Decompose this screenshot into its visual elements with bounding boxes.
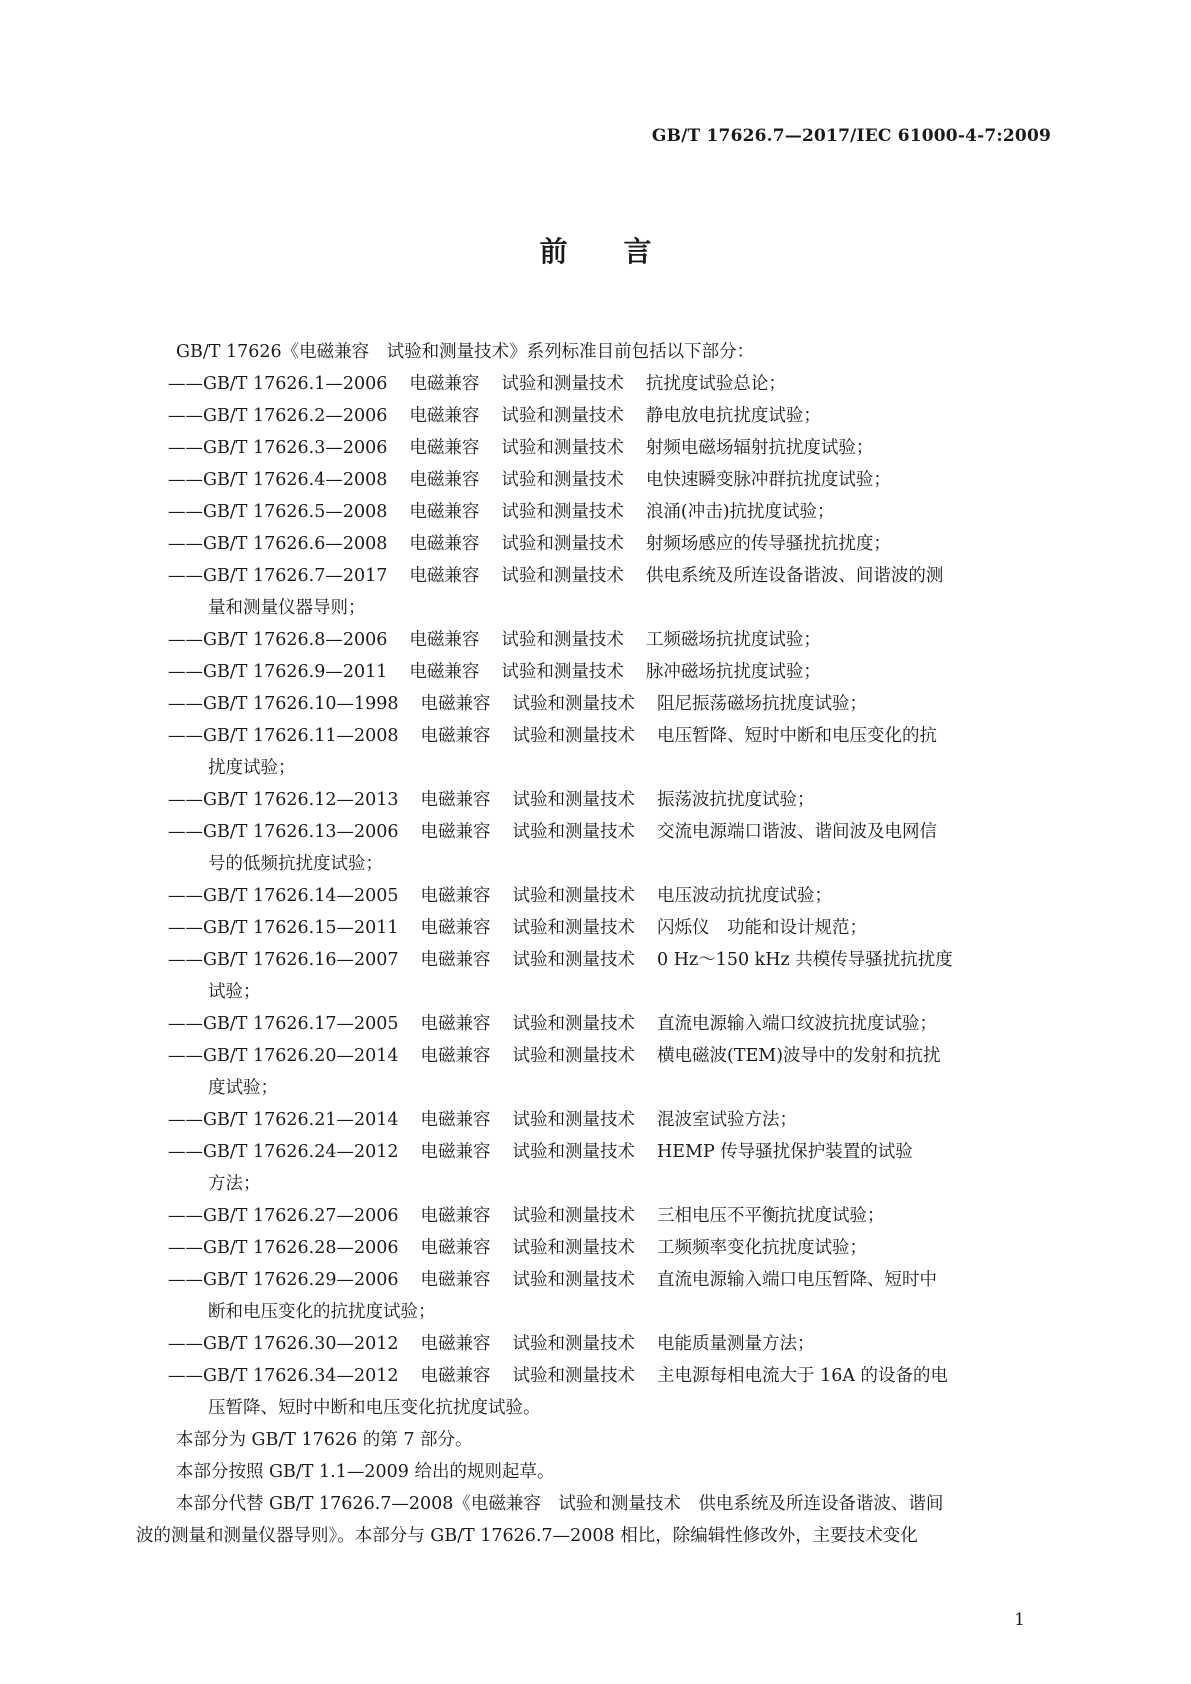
- list-dash: ——: [168, 726, 203, 746]
- list-item-subcategory: 试验和测量技术: [501, 438, 624, 458]
- list-item-name: 阻尼振荡磁场抗扰度试验；: [657, 694, 868, 714]
- list-dash: ——: [168, 1270, 203, 1290]
- list-item-code: GB/T 17626.12—2013: [203, 790, 399, 810]
- list-item-continuation: 断和电压变化的抗扰度试验；: [208, 1302, 436, 1322]
- list-dash: ——: [168, 438, 203, 458]
- list-item: [168, 624, 1050, 656]
- list-dash: ——: [168, 886, 203, 906]
- list-item: [168, 1264, 1050, 1296]
- list-item: [168, 368, 1050, 400]
- list-item-name: 电能质量测量方法；: [657, 1334, 815, 1354]
- paragraph-replacement-line-1: 本部分代替 GB/T 17626.7—2008《电磁兼容 试验和测量技术 供电系统及所连设备谐波、谐间: [176, 1494, 944, 1514]
- list-item-category: 电磁兼容: [420, 1206, 491, 1226]
- paragraph-replacement-line-2: 波的测量和测量仪器导则》。本部分与 GB/T 17626.7—2008 相比，除编辑性修改外，主要技术变化: [136, 1526, 918, 1546]
- list-item: [168, 816, 1050, 848]
- list-item-name: 振荡波抗扰度试验；: [657, 790, 815, 810]
- list-item-category: 电磁兼容: [420, 790, 491, 810]
- list-item-subcategory: 试验和测量技术: [512, 726, 636, 746]
- list-item-category: 电磁兼容: [420, 1142, 491, 1162]
- list-item-category: 电磁兼容: [420, 1334, 491, 1354]
- list-item-code: GB/T 17626.17—2005: [203, 1014, 399, 1034]
- list-item-subcategory: 试验和测量技术: [512, 1142, 636, 1162]
- list-item: [168, 496, 1050, 528]
- list-item: [168, 1040, 1050, 1072]
- list-item-name: 供电系统及所连设备谐波、间谐波的测: [645, 566, 944, 586]
- list-item-category: 电磁兼容: [409, 406, 480, 426]
- paragraph-drafting-rules: 本部分按照 GB/T 1.1—2009 给出的规则起草。: [176, 1462, 555, 1482]
- list-item-code: GB/T 17626.21—2014: [203, 1110, 399, 1130]
- list-dash: ——: [168, 630, 203, 650]
- list-item-code: GB/T 17626.6—2008: [203, 534, 388, 554]
- list-dash: ——: [168, 822, 203, 842]
- list-item: [168, 944, 1050, 976]
- list-item-subcategory: 试验和测量技术: [501, 566, 624, 586]
- list-item-subcategory: 试验和测量技术: [501, 630, 624, 650]
- list-item-subcategory: 试验和测量技术: [512, 1366, 636, 1386]
- list-item-name: 直流电源输入端口纹波抗扰度试验；: [657, 1014, 938, 1034]
- list-item-category: 电磁兼容: [420, 886, 491, 906]
- list-item-subcategory: 试验和测量技术: [512, 1110, 636, 1130]
- list-item-code: GB/T 17626.5—2008: [203, 502, 388, 522]
- list-dash: ——: [168, 918, 203, 938]
- list-item-subcategory: 试验和测量技术: [512, 1334, 636, 1354]
- list-item: [168, 432, 1050, 464]
- list-item: [168, 720, 1050, 752]
- list-item-code: GB/T 17626.15—2011: [203, 918, 399, 938]
- list-item-subcategory: 试验和测量技术: [512, 1206, 636, 1226]
- list-item-code: GB/T 17626.11—2008: [203, 726, 399, 746]
- list-item-code: GB/T 17626.13—2006: [203, 822, 399, 842]
- list-item-subcategory: 试验和测量技术: [512, 790, 636, 810]
- list-item-name: 射频电磁场辐射抗扰度试验；: [645, 438, 874, 458]
- standard-code-header: GB/T 17626.7—2017/IEC 61000-4-7:2009: [651, 126, 1051, 146]
- list-item-code: GB/T 17626.3—2006: [203, 438, 388, 458]
- list-item-name: 三相电压不平衡抗扰度试验；: [657, 1206, 885, 1226]
- list-dash: ——: [168, 406, 203, 426]
- list-item-code: GB/T 17626.1—2006: [203, 374, 388, 394]
- list-item-name: 混波室试验方法；: [657, 1110, 798, 1130]
- list-item-continuation: 度试验；: [208, 1078, 278, 1098]
- list-dash: ——: [168, 662, 203, 682]
- list-dash: ——: [168, 1238, 203, 1258]
- list-item-continuation: 号的低频抗扰度试验；: [208, 854, 383, 874]
- list-item-subcategory: 试验和测量技术: [512, 950, 636, 970]
- list-item-name: 浪涌(冲击)抗扰度试验；: [645, 502, 835, 522]
- list-item: [168, 560, 1050, 592]
- list-item-subcategory: 试验和测量技术: [512, 1046, 636, 1066]
- list-dash: ——: [168, 1110, 203, 1130]
- title-char-2: 言: [623, 235, 652, 268]
- list-item-category: 电磁兼容: [409, 502, 480, 522]
- list-item-code: GB/T 17626.4—2008: [203, 470, 388, 490]
- list-item-continuation: 方法；: [208, 1174, 261, 1194]
- list-item-code: GB/T 17626.10—1998: [203, 694, 399, 714]
- list-item-continuation: 量和测量仪器导则；: [208, 598, 366, 618]
- list-item-code: GB/T 17626.27—2006: [203, 1206, 399, 1226]
- title-char-1: 前: [539, 235, 568, 268]
- list-dash: ——: [168, 790, 203, 810]
- list-item-code: GB/T 17626.24—2012: [203, 1142, 399, 1162]
- list-dash: ——: [168, 1366, 203, 1386]
- list-item: [168, 1104, 1050, 1136]
- list-item-code: GB/T 17626.30—2012: [203, 1334, 399, 1354]
- list-item-category: 电磁兼容: [420, 694, 491, 714]
- list-dash: ——: [168, 534, 203, 554]
- intro-paragraph: GB/T 17626《电磁兼容 试验和测量技术》系列标准目前包括以下部分：: [176, 342, 755, 362]
- list-item-category: 电磁兼容: [409, 438, 480, 458]
- list-item-name: 闪烁仪 功能和设计规范；: [657, 918, 868, 938]
- list-item-name: 电快速瞬变脉冲群抗扰度试验；: [645, 470, 891, 490]
- list-item-subcategory: 试验和测量技术: [512, 1238, 636, 1258]
- list-item-category: 电磁兼容: [420, 1014, 491, 1034]
- list-item-code: GB/T 17626.29—2006: [203, 1270, 399, 1290]
- list-item-category: 电磁兼容: [409, 470, 480, 490]
- list-dash: ——: [168, 470, 203, 490]
- list-item-code: GB/T 17626.9—2011: [203, 662, 388, 682]
- list-item-name: 静电放电抗扰度试验；: [645, 406, 821, 426]
- list-item-subcategory: 试验和测量技术: [501, 662, 624, 682]
- body-text: [136, 336, 1050, 1552]
- section-title: [0, 230, 1191, 270]
- list-item-name: 横电磁波(TEM)波导中的发射和抗扰: [657, 1046, 941, 1066]
- list-item-name: 射频场感应的传导骚扰抗扰度；: [645, 534, 891, 554]
- list-item-subcategory: 试验和测量技术: [501, 406, 624, 426]
- list-item-code: GB/T 17626.28—2006: [203, 1238, 399, 1258]
- list-item-code: GB/T 17626.16—2007: [203, 950, 399, 970]
- list-item-category: 电磁兼容: [420, 1366, 491, 1386]
- list-dash: ——: [168, 1334, 203, 1354]
- list-item-category: 电磁兼容: [420, 726, 491, 746]
- list-item-name: 工频频率变化抗扰度试验；: [657, 1238, 868, 1258]
- list-dash: ——: [168, 694, 203, 714]
- list-item-category: 电磁兼容: [420, 918, 491, 938]
- list-item-subcategory: 试验和测量技术: [501, 534, 624, 554]
- list-item-subcategory: 试验和测量技术: [512, 822, 636, 842]
- list-item-code: GB/T 17626.14—2005: [203, 886, 399, 906]
- list-item-continuation: 扰度试验；: [208, 758, 296, 778]
- standards-list: [168, 368, 1050, 1424]
- list-item-name: 电压波动抗扰度试验；: [657, 886, 833, 906]
- list-item-subcategory: 试验和测量技术: [512, 886, 636, 906]
- list-dash: ——: [168, 502, 203, 522]
- list-item-category: 电磁兼容: [409, 662, 480, 682]
- list-item-category: 电磁兼容: [420, 1270, 491, 1290]
- list-item-category: 电磁兼容: [420, 1238, 491, 1258]
- list-item-name: 交流电源端口谐波、谐间波及电网信: [657, 822, 938, 842]
- list-dash: ——: [168, 1046, 203, 1066]
- list-item: [168, 1200, 1050, 1232]
- list-item-name: HEMP 传导骚扰保护装置的试验: [657, 1142, 913, 1162]
- list-item-name: 工频磁场抗扰度试验；: [645, 630, 821, 650]
- list-item-name: 0 Hz～150 kHz 共模传导骚扰抗扰度: [657, 950, 953, 970]
- list-item-code: GB/T 17626.2—2006: [203, 406, 388, 426]
- list-dash: ——: [168, 374, 203, 394]
- list-item: [168, 912, 1050, 944]
- list-item-subcategory: 试验和测量技术: [512, 918, 636, 938]
- list-item-continuation: 试验；: [208, 982, 261, 1002]
- list-item-continuation: 压暂降、短时中断和电压变化抗扰度试验。: [208, 1398, 541, 1418]
- list-item-category: 电磁兼容: [409, 534, 480, 554]
- list-dash: ——: [168, 1206, 203, 1226]
- page-number: 1: [1014, 1610, 1025, 1630]
- list-item-category: 电磁兼容: [420, 822, 491, 842]
- list-item: [168, 880, 1050, 912]
- list-item: [168, 1008, 1050, 1040]
- list-item: [168, 528, 1050, 560]
- list-item-code: GB/T 17626.20—2014: [203, 1046, 399, 1066]
- list-item: [168, 784, 1050, 816]
- list-item-subcategory: 试验和测量技术: [512, 694, 636, 714]
- list-item-category: 电磁兼容: [409, 566, 480, 586]
- list-item: [168, 1328, 1050, 1360]
- list-item: [168, 688, 1050, 720]
- list-item-category: 电磁兼容: [420, 1110, 491, 1130]
- list-item-name: 直流电源输入端口电压暂降、短时中: [657, 1270, 938, 1290]
- list-dash: ——: [168, 950, 203, 970]
- list-item: [168, 656, 1050, 688]
- list-item-code: GB/T 17626.8—2006: [203, 630, 388, 650]
- list-item-category: 电磁兼容: [409, 374, 480, 394]
- list-item-code: GB/T 17626.34—2012: [203, 1366, 399, 1386]
- list-item: [168, 1360, 1050, 1392]
- list-item: [168, 400, 1050, 432]
- list-item: [168, 1232, 1050, 1264]
- list-item-subcategory: 试验和测量技术: [512, 1270, 636, 1290]
- list-item-name: 主电源每相电流大于 16A 的设备的电: [657, 1366, 949, 1386]
- list-item-subcategory: 试验和测量技术: [501, 502, 624, 522]
- list-item-name: 脉冲磁场抗扰度试验；: [645, 662, 821, 682]
- list-item-category: 电磁兼容: [420, 950, 491, 970]
- list-item: [168, 464, 1050, 496]
- list-item-name: 抗扰度试验总论；: [645, 374, 786, 394]
- list-item-code: GB/T 17626.7—2017: [203, 566, 388, 586]
- list-dash: ——: [168, 1014, 203, 1034]
- list-dash: ——: [168, 566, 203, 586]
- list-item-subcategory: 试验和测量技术: [501, 470, 624, 490]
- list-item: [168, 1136, 1050, 1168]
- list-item-subcategory: 试验和测量技术: [512, 1014, 636, 1034]
- paragraph-part-number: 本部分为 GB/T 17626 的第 7 部分。: [176, 1430, 473, 1450]
- list-dash: ——: [168, 1142, 203, 1162]
- list-item-subcategory: 试验和测量技术: [501, 374, 624, 394]
- list-item-name: 电压暂降、短时中断和电压变化的抗: [657, 726, 938, 746]
- list-item-category: 电磁兼容: [420, 1046, 491, 1066]
- list-item-category: 电磁兼容: [409, 630, 480, 650]
